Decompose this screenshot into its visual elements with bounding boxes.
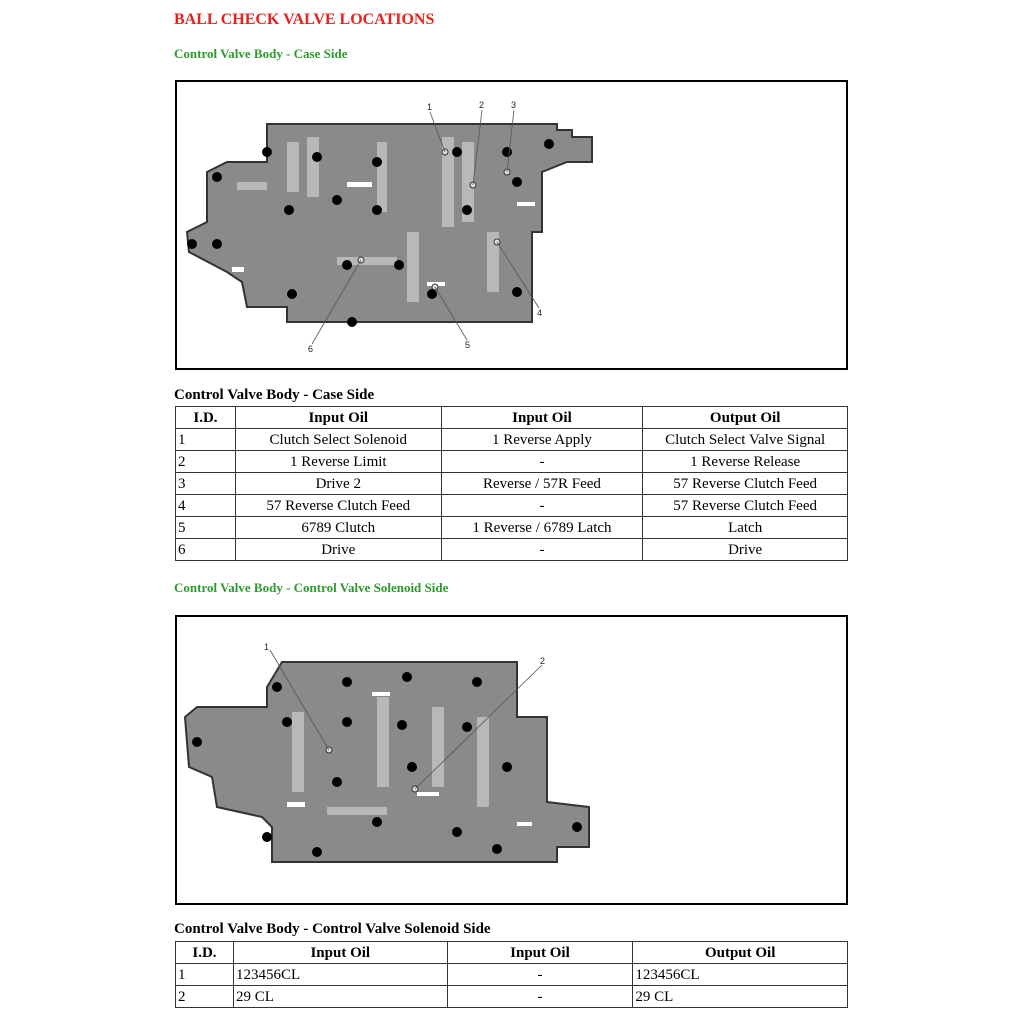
table-cell: 123456CL <box>233 964 447 986</box>
table-header-row <box>176 942 848 964</box>
table-row <box>176 517 848 539</box>
table-cell: Drive <box>235 539 441 561</box>
table-cell: 2 <box>176 986 234 1008</box>
table-cell: Drive <box>643 539 848 561</box>
table-cell: Clutch Select Valve Signal <box>643 429 848 451</box>
case-side-table <box>175 406 848 561</box>
table-cell: - <box>441 539 643 561</box>
table-cell: - <box>447 964 633 986</box>
table-cell: Drive 2 <box>235 473 441 495</box>
header-output-oil: Output Oil <box>633 942 848 964</box>
table-cell: Reverse / 57R Feed <box>441 473 643 495</box>
table-cell: 29 CL <box>633 986 848 1008</box>
table-header-row <box>176 407 848 429</box>
table-cell: 1 <box>176 429 236 451</box>
table-row <box>176 539 848 561</box>
solenoid-side-diagram <box>175 615 848 905</box>
callout-3: 3 <box>511 100 517 110</box>
header-input-oil: Input Oil <box>235 407 441 429</box>
table-cell: 5 <box>176 517 236 539</box>
callout-6: 6 <box>308 344 314 354</box>
table-cell: Clutch Select Solenoid <box>235 429 441 451</box>
header-id: I.D. <box>176 942 234 964</box>
header-input-oil-2: Input Oil <box>441 407 643 429</box>
table-row <box>176 429 848 451</box>
table-cell: 1 Reverse Apply <box>441 429 643 451</box>
header-id: I.D. <box>176 407 236 429</box>
callout-2: 2 <box>479 100 485 110</box>
table-cell: 4 <box>176 495 236 517</box>
table-cell: 1 Reverse Limit <box>235 451 441 473</box>
table-cell: Latch <box>643 517 848 539</box>
table-cell: 6 <box>176 539 236 561</box>
table-row <box>176 473 848 495</box>
table-cell: 123456CL <box>633 964 848 986</box>
section-heading-solenoid-side: Control Valve Body - Control Valve Solenoid Side <box>174 580 449 595</box>
table-row <box>176 495 848 517</box>
table-row <box>176 986 848 1008</box>
table-cell: 1 Reverse / 6789 Latch <box>441 517 643 539</box>
solenoid-side-table <box>175 941 848 1008</box>
callout-1: 1 <box>264 642 270 652</box>
valve-body-solenoid-side-illustration <box>177 617 846 903</box>
table-caption-solenoid-side: Control Valve Body - Control Valve Solenoid Side <box>174 921 491 937</box>
table-cell: - <box>441 495 643 517</box>
table-row <box>176 964 848 986</box>
table-cell: 3 <box>176 473 236 495</box>
table-cell: - <box>441 451 643 473</box>
case-side-diagram <box>175 80 848 370</box>
table-cell: 29 CL <box>233 986 447 1008</box>
table-cell: 57 Reverse Clutch Feed <box>235 495 441 517</box>
table-cell: 1 <box>176 964 234 986</box>
table-cell: 1 Reverse Release <box>643 451 848 473</box>
table-cell: 6789 Clutch <box>235 517 441 539</box>
table-cell: 57 Reverse Clutch Feed <box>643 495 848 517</box>
table-cell: - <box>447 986 633 1008</box>
callout-4: 4 <box>537 308 543 318</box>
callout-2: 2 <box>540 656 546 666</box>
header-input-oil: Input Oil <box>233 942 447 964</box>
valve-body-case-side-illustration <box>177 82 846 368</box>
section-heading-case-side: Control Valve Body - Case Side <box>174 46 348 61</box>
table-cell: 57 Reverse Clutch Feed <box>643 473 848 495</box>
header-output-oil: Output Oil <box>643 407 848 429</box>
callout-1: 1 <box>427 102 433 112</box>
page-title: BALL CHECK VALVE LOCATIONS <box>174 11 435 28</box>
table-row <box>176 451 848 473</box>
callout-5: 5 <box>465 340 471 350</box>
header-input-oil-2: Input Oil <box>447 942 633 964</box>
table-caption-case-side: Control Valve Body - Case Side <box>174 387 375 403</box>
table-cell: 2 <box>176 451 236 473</box>
